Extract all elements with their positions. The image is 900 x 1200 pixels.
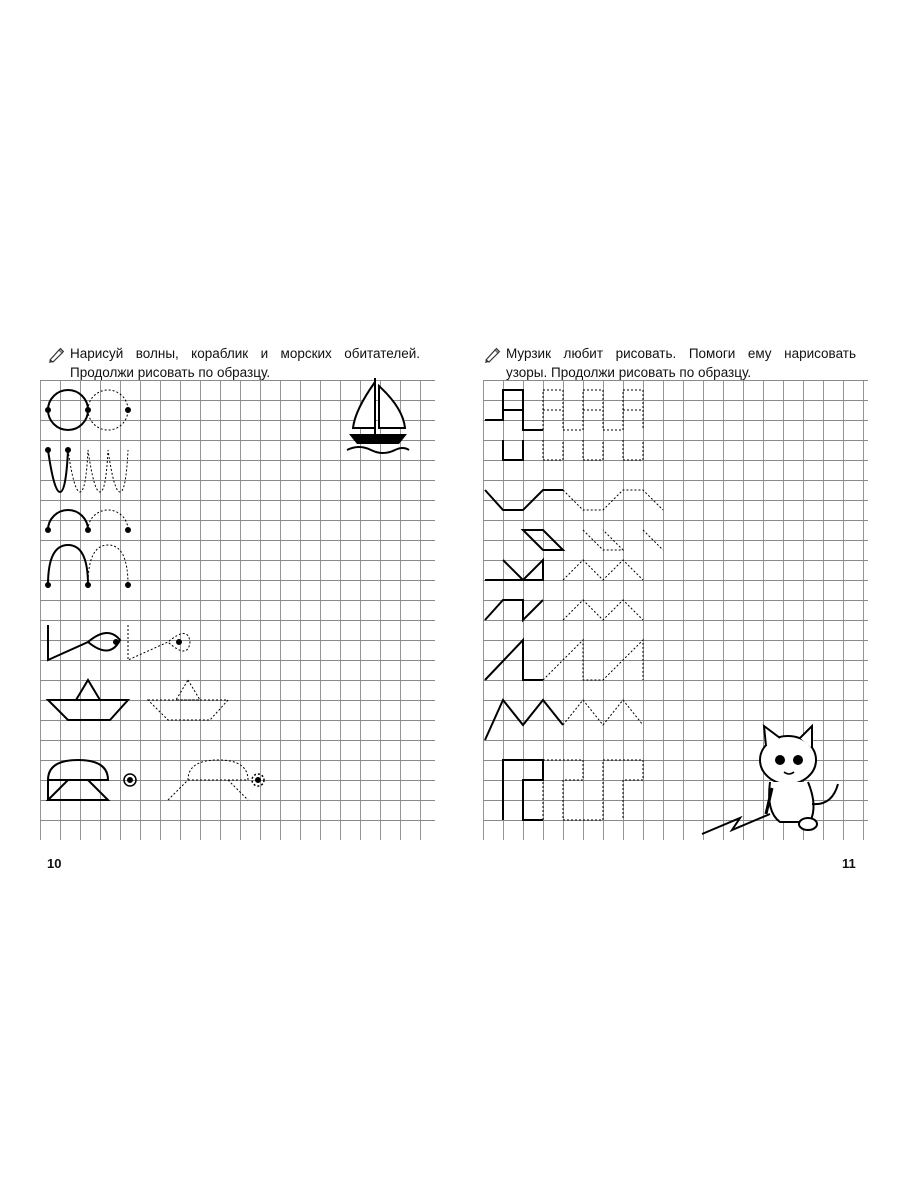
right-instruction [506,344,856,382]
kitten-picture [700,722,850,837]
pencil-icon [47,346,65,364]
instruction-line-2: узоры. Продолжи рисовать по образцу. [506,365,752,380]
instruction-line-1: Мурзик любит рисовать. Помоги ему нарисовать [506,346,856,361]
page-number-left: 10 [47,856,62,871]
left-patterns [46,390,265,800]
page-number-right: 11 [842,856,856,871]
instruction-line-2: Продолжи рисовать по образцу. [70,365,271,380]
right-patterns [485,390,663,820]
right-page [450,0,900,1200]
pencil-icon [483,346,501,364]
instruction-line-1: Нарисуй волны, кораблик и морских обитателей. [70,346,420,361]
sailboat-picture [345,372,411,458]
